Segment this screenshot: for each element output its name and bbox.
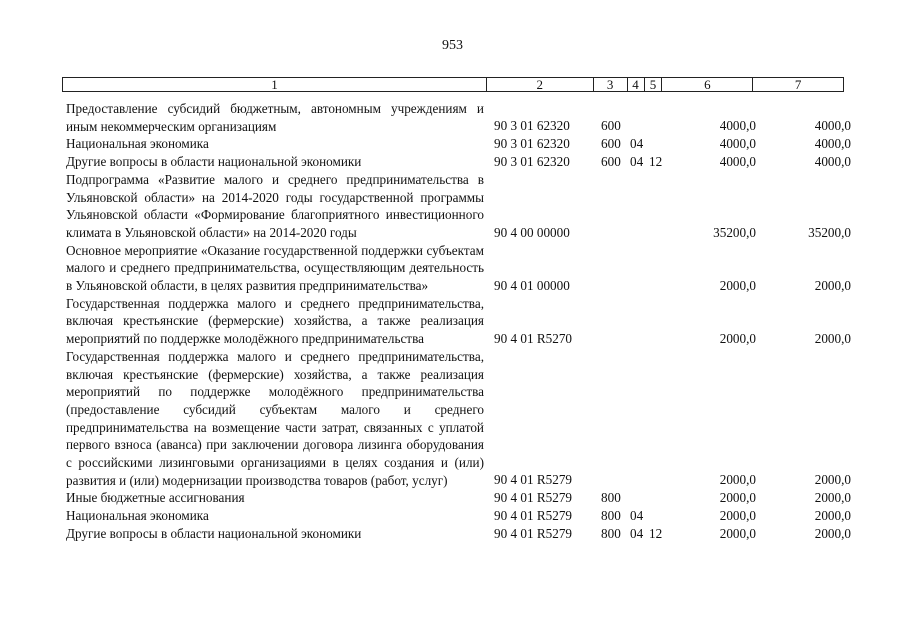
table-body [66,100,851,543]
row-vr: 800 [601,490,621,506]
row-csr: 90 3 01 62320 [494,136,570,152]
row-csr: 90 4 01 R5270 [494,330,573,346]
row-sum-7: 2000,0 [814,277,851,293]
table-row [66,153,851,171]
row-sum-7: 4000,0 [814,136,851,152]
row-name: Национальная экономика [66,508,209,524]
row-name: Государственная поддержка малого и среднего предпринимательства, включая крестьянские (фермерские) хозяйства, а также реализация мероприятий по поддержке молодёжного предпринимательства (предоставление субсидий субъектам малого и среднего предпринимательства на возмещение части затрат, связанных с уплатой первого взноса (аванса) при заключении договора лизинга оборудования с российскими лизинговыми организациями в целях создания и (или) развития и (или) модернизации производства товаров (работ, услуг) [66,348,484,488]
row-sum-6: 2000,0 [719,330,756,346]
row-name: Государственная поддержка малого и среднего предпринимательства, включая крестьянские (фермерские) хозяйства, а также реализация мероприятий по поддержке молодёжного предпринимательства [66,295,484,347]
table-row [66,348,851,490]
row-rz: 04 [630,507,644,523]
table-row [66,507,851,525]
row-sum-7: 4000,0 [814,118,851,134]
row-sum-6: 2000,0 [719,472,756,488]
page-number: 953 [442,38,463,53]
row-vr: 800 [601,525,621,541]
row-name: Другие вопросы в области национальной экономики [66,525,362,541]
row-name: Национальная экономика [66,136,209,152]
row-sum-6: 2000,0 [719,525,756,541]
table-row [66,135,851,153]
row-sum-7: 4000,0 [814,153,851,169]
row-name: Подпрограмма «Развитие малого и среднего предпринимательства в Ульяновской области» на 2014-2020 годы государственной программы Ульяновской области «Формирование благоприятного инвестиционного климата в Ульяновской области» на 2014-2020 годы [66,171,484,240]
row-vr: 800 [601,507,621,523]
row-name: Другие вопросы в области национальной экономики [66,154,362,170]
row-csr: 90 3 01 62320 [494,118,570,134]
row-rz: 04 [630,136,644,152]
header-col-3: 3 [594,78,628,91]
header-col-7: 7 [794,77,802,92]
row-csr: 90 4 01 R5279 [494,490,573,506]
table-row [66,242,851,295]
table-row [66,171,851,242]
row-csr: 90 4 01 R5279 [494,507,573,523]
row-rz: 04 [630,153,644,169]
row-pr: 12 [649,525,663,541]
row-csr: 90 3 01 62320 [494,153,570,169]
header-col-4: 4 [628,78,645,91]
row-sum-7: 2000,0 [814,525,851,541]
row-pr: 12 [649,153,663,169]
row-sum-6: 4000,0 [719,118,756,134]
row-sum-6: 2000,0 [719,507,756,523]
row-csr: 90 4 01 R5279 [494,525,573,541]
table-row [66,100,851,135]
header-col-5: 5 [645,78,663,91]
row-sum-7: 2000,0 [814,507,851,523]
table-header [62,77,844,92]
header-col-1: 1 [63,78,487,91]
row-name: Предоставление субсидий бюджетным, автономным учреждениям и иным некоммерческим организациям [66,101,484,134]
row-vr: 600 [601,118,621,134]
row-sum-6: 4000,0 [719,153,756,169]
row-rz: 04 [630,525,644,541]
row-name: Иные бюджетные ассигнования [66,490,245,506]
row-csr: 90 4 01 00000 [494,277,570,293]
row-sum-7: 2000,0 [814,330,851,346]
row-sum-6: 2000,0 [719,277,756,293]
row-sum-7: 2000,0 [814,490,851,506]
row-sum-6: 2000,0 [719,490,756,506]
row-sum-7: 35200,0 [808,224,851,240]
table-row [66,295,851,348]
header-col-6: 6 [662,78,753,91]
row-sum-6: 35200,0 [713,224,756,240]
table-row [66,525,851,543]
row-vr: 600 [601,136,621,152]
row-name: Основное мероприятие «Оказание государственной поддержки субъектам малого и среднего предпринимательства, осуществляющим деятельность в Ульяновской области, в целях развития предпринимательства» [66,242,484,294]
row-vr: 600 [601,153,621,169]
table-row [66,489,851,507]
row-csr: 90 4 00 00000 [494,224,570,240]
header-col-2: 2 [487,78,594,91]
row-csr: 90 4 01 R5279 [494,472,573,488]
row-sum-6: 4000,0 [719,136,756,152]
row-sum-7: 2000,0 [814,472,851,488]
